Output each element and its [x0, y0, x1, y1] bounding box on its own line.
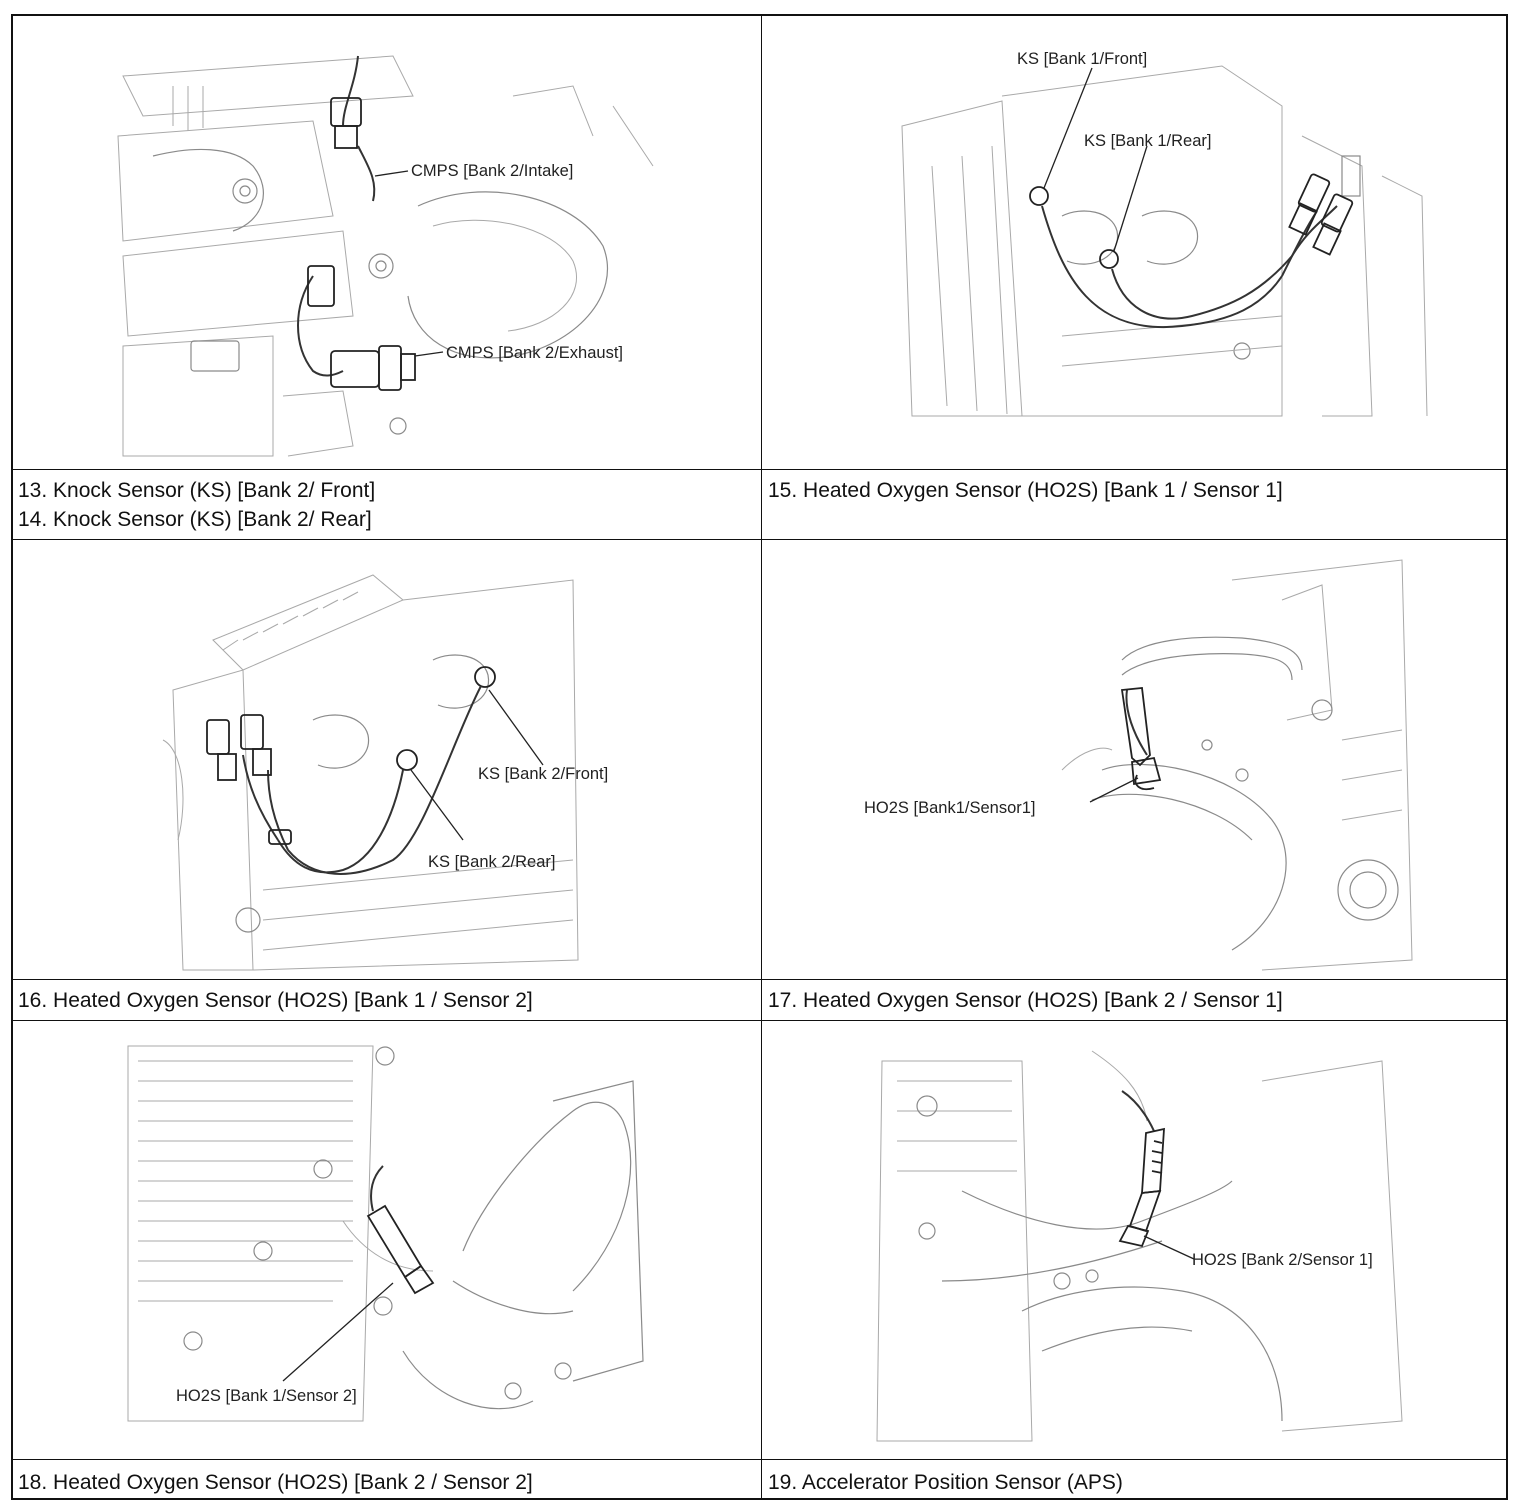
sensor-parts: [298, 56, 415, 390]
row-divider: [13, 979, 1506, 980]
callout-ho2s-bank2-sensor1: HO2S [Bank 2/Sensor 1]: [1192, 1251, 1373, 1269]
caption-line: 17. Heated Oxygen Sensor (HO2S) [Bank 2 / Sensor 1]: [768, 989, 1283, 1012]
caption-line: 15. Heated Oxygen Sensor (HO2S) [Bank 1 / Sensor 1]: [768, 479, 1283, 502]
row-divider: [13, 469, 1506, 470]
caption-row-3-right: [768, 1468, 1123, 1497]
callout-ks-bank2-front: KS [Bank 2/Front]: [478, 765, 609, 783]
callout-ks-bank2-rear: KS [Bank 2/Rear]: [428, 853, 556, 871]
sensor-parts: [1120, 1091, 1164, 1246]
sensor-parts: [1030, 173, 1353, 327]
engine-drawing: [1062, 560, 1412, 970]
callout-ho2s-bank1-sensor2: HO2S [Bank 1/Sensor 2]: [176, 1387, 357, 1405]
caption-line: 19. Accelerator Position Sensor (APS): [768, 1471, 1123, 1494]
callout-ho2s-bank1-sensor1: HO2S [Bank1/Sensor1]: [864, 799, 1036, 817]
caption-row-2-left: [18, 986, 533, 1015]
callout-leaders: [283, 1283, 393, 1381]
panel-1-illustration: [13, 16, 761, 469]
sensor-location-sheet: [11, 14, 1508, 1500]
callout-ks-bank1-rear: KS [Bank 1/Rear]: [1084, 132, 1212, 150]
callout-leaders: [1044, 68, 1147, 251]
panel-4-illustration: [762, 540, 1508, 979]
panel-2-illustration: [762, 16, 1508, 469]
caption-line: 13. Knock Sensor (KS) [Bank 2/ Front]: [18, 479, 376, 502]
callout-cmps-intake: CMPS [Bank 2/Intake]: [411, 162, 574, 180]
engine-drawing: [128, 1046, 643, 1421]
caption-row-1-right: [768, 476, 1283, 505]
callout-ks-bank1-front: KS [Bank 1/Front]: [1017, 50, 1148, 68]
row-divider: [13, 1459, 1506, 1460]
sensor-parts: [1122, 688, 1160, 789]
panel-6-illustration: [762, 1021, 1508, 1459]
caption-line: 16. Heated Oxygen Sensor (HO2S) [Bank 1 / Sensor 2]: [18, 989, 533, 1012]
callout-cmps-exhaust: CMPS [Bank 2/Exhaust]: [446, 344, 623, 362]
sensor-parts: [207, 667, 495, 874]
caption-row-3-left: [18, 1468, 533, 1497]
caption-line: 18. Heated Oxygen Sensor (HO2S) [Bank 2 / Sensor 2]: [18, 1471, 533, 1494]
caption-line: 14. Knock Sensor (KS) [Bank 2/ Rear]: [18, 508, 372, 531]
caption-row-2-right: [768, 986, 1283, 1015]
callout-leaders: [1090, 778, 1138, 802]
panel-5-illustration: [13, 1021, 761, 1459]
caption-row-1-left: [18, 476, 375, 534]
engine-drawing: [118, 56, 653, 456]
sensor-parts: [368, 1166, 433, 1293]
panel-3-illustration: [13, 540, 761, 979]
engine-drawing: [902, 66, 1427, 416]
callout-leaders: [1144, 1236, 1194, 1259]
